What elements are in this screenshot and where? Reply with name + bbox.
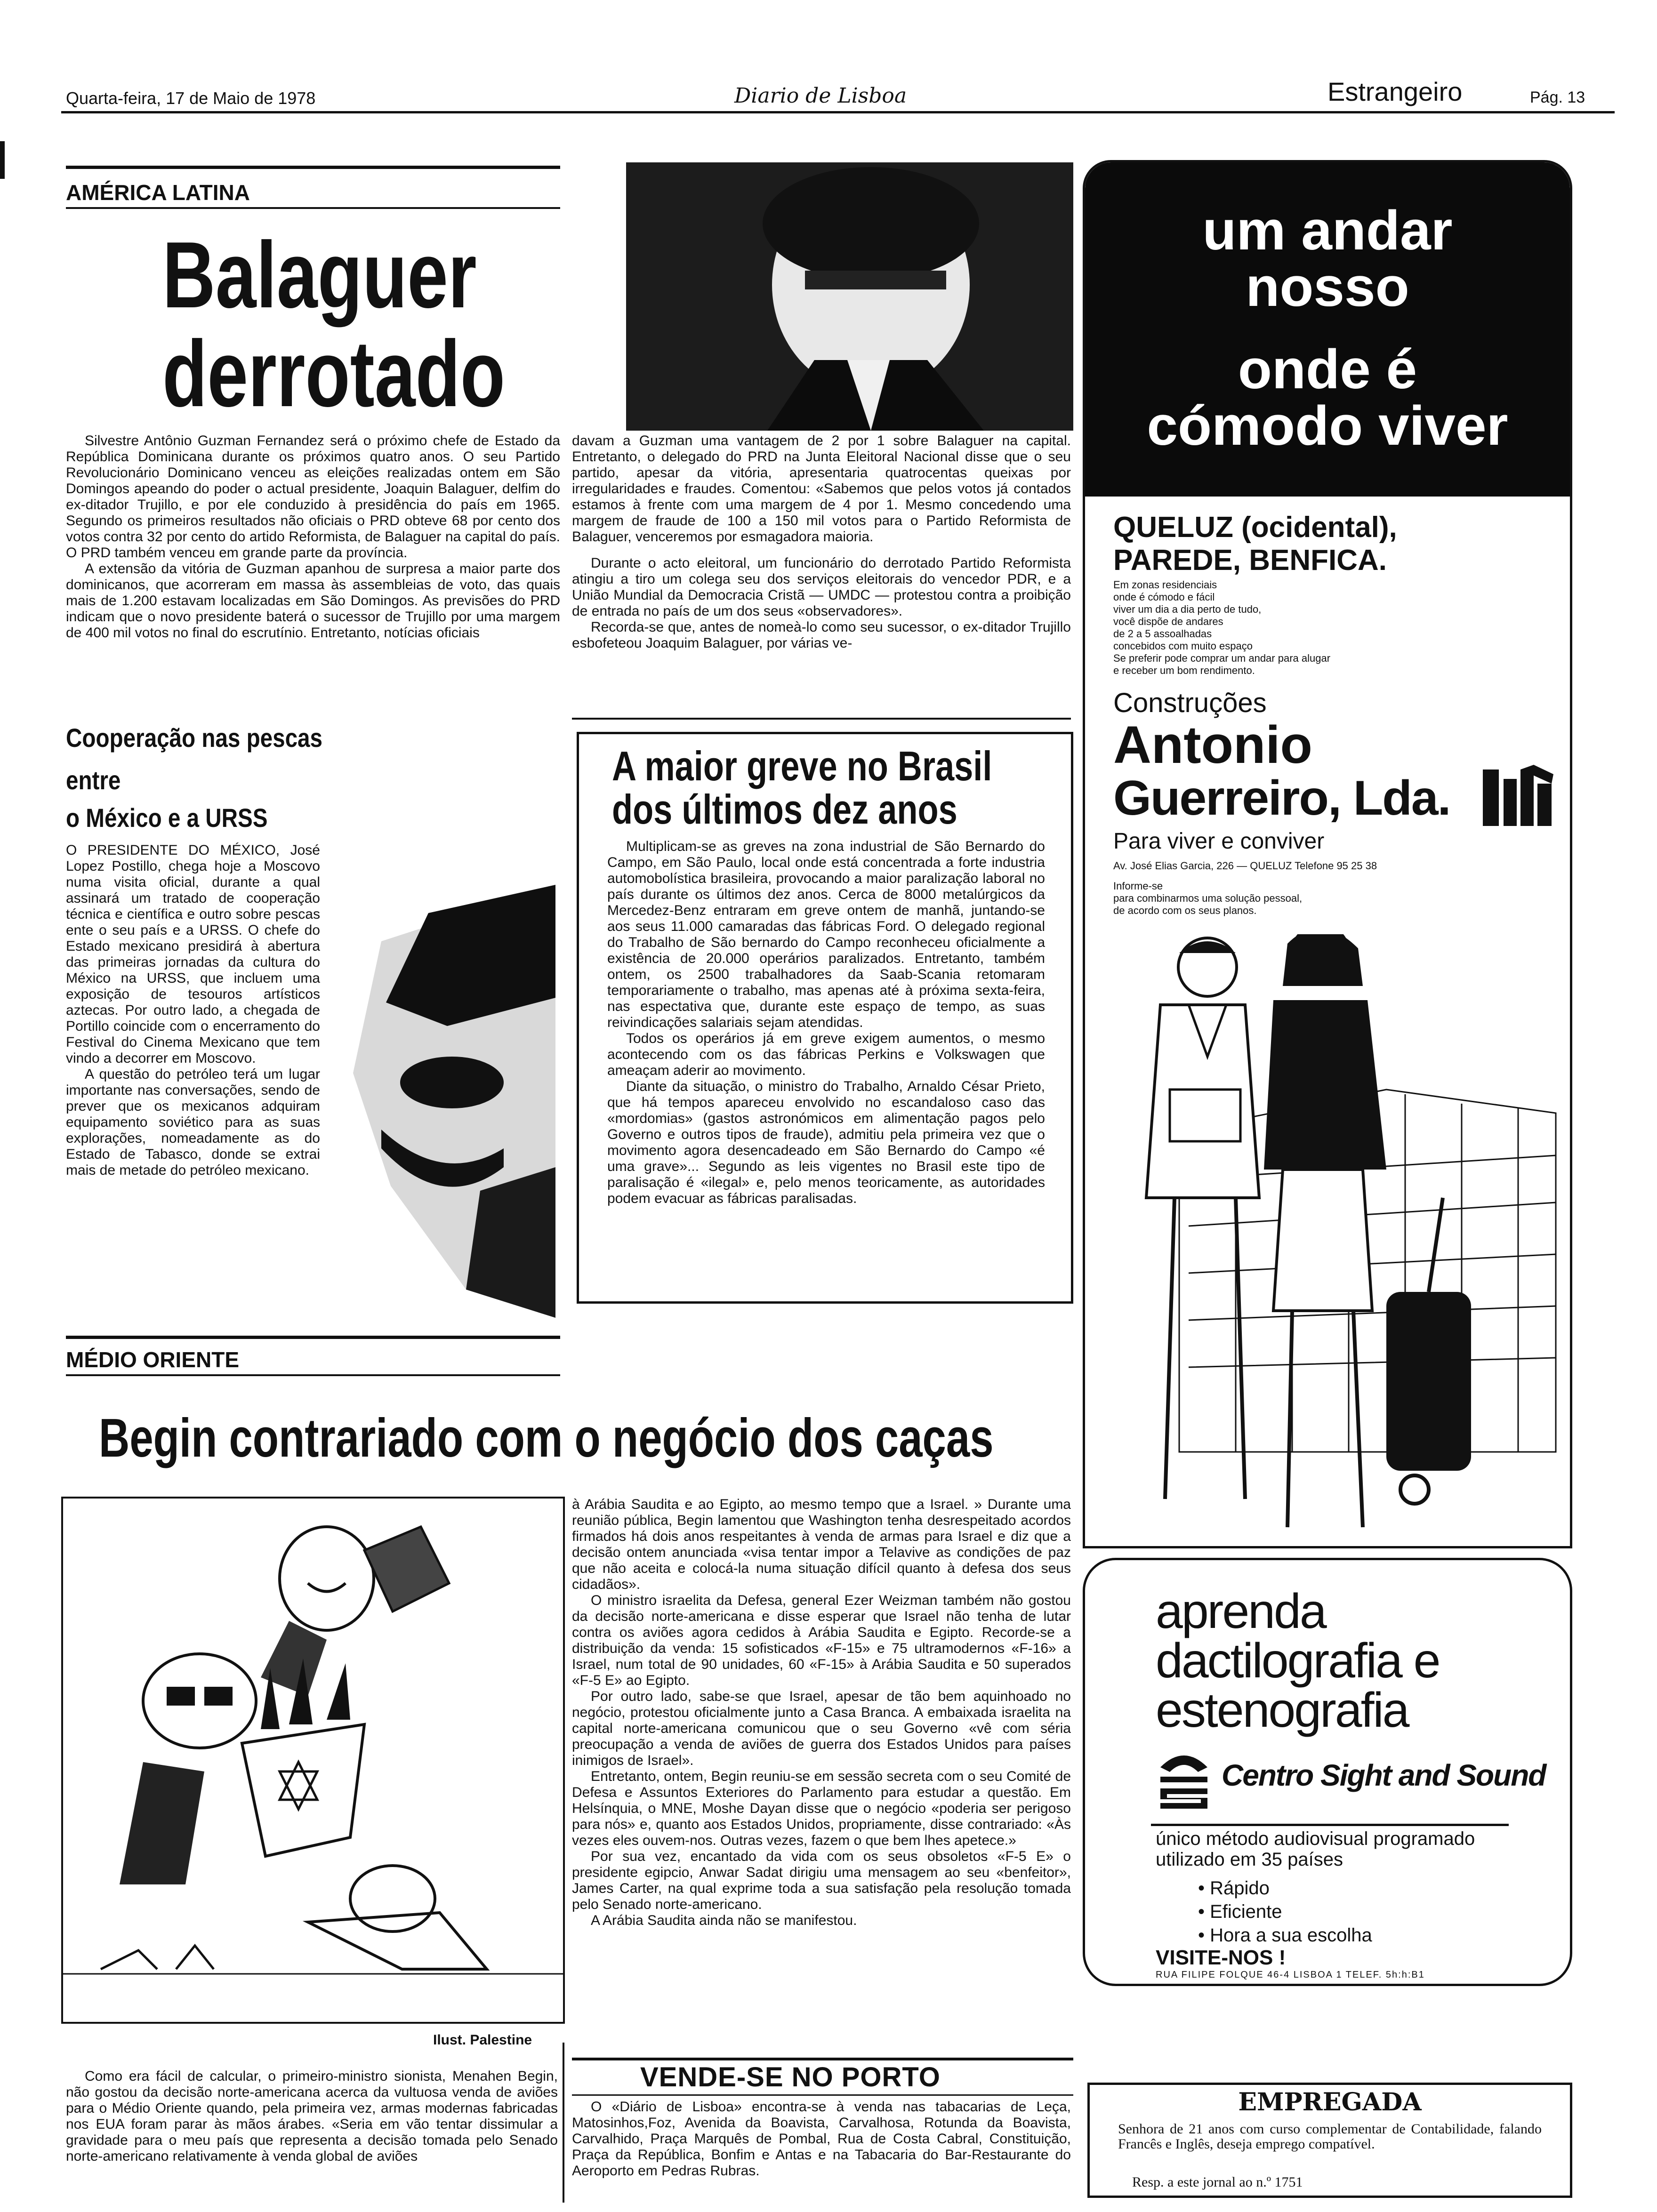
- brasil-paragraph: Todos os operários já em greve exigem aumentos, o mesmo acontecendo com os das fábricas Perkins e Volkswagen que ameaçam aderir ao movimento.: [607, 1031, 1045, 1078]
- headline-brasil-1: A maior greve no Brasil: [612, 743, 992, 789]
- brasil-box: [577, 732, 1073, 1304]
- ad-typing-headline-1: aprenda: [1156, 1584, 1326, 1639]
- ad-housing-slogan-2: nosso: [1246, 256, 1409, 318]
- america-body-left: [66, 433, 560, 641]
- medio-body-right: [572, 1497, 1071, 1929]
- ad-typing-brand: Centro Sight and Sound: [1222, 1758, 1546, 1792]
- porto-rule-top: [572, 2058, 1073, 2060]
- centro-logo-icon: [1156, 1748, 1212, 1810]
- cartoon-caption: Ilust. Palestine: [433, 2032, 532, 2048]
- mexico-paragraph: A questão do petróleo terá um lugar importante nas conversações, sendo de prever que os mexicanos adquiram equipamento soviético para as suas explorações, nomeadamente as do Estado de Tabasco, donde se extrai mais de metade do petróleo mexicano.: [66, 1066, 320, 1178]
- ad-typing-method-1: único método audiovisual programado: [1156, 1828, 1475, 1849]
- medio-paragraph: A Arábia Saudita ainda não se manifestou.: [591, 1913, 857, 1928]
- america-bottom-rule: [572, 718, 1071, 720]
- column-divider: [563, 2043, 564, 2203]
- america-body-right: [572, 433, 1071, 651]
- ad-typing-method-2: utilizado em 35 países: [1156, 1849, 1343, 1870]
- ad-housing-feature: viver um dia a dia perto de tudo,: [1113, 603, 1262, 615]
- medio-paragraph: Por outro lado, sabe-se que Israel, apesar de tão bem aquinhoado no negócio, protestou oficialmente junto a Casa Branca. A embaixada israelita na capital norte-americana comunicou que o seu Governo «vê com séria preocupação a venda de aviões de guerra dos Estados Unidos para países inimigos de Israel».: [572, 1689, 1071, 1768]
- ad-housing-illustration: [1085, 934, 1570, 1546]
- header-rule: [61, 111, 1615, 113]
- ad-housing-feature: Se preferir pode comprar um andar para alugar: [1113, 652, 1331, 664]
- porto-rule-bottom: [572, 2094, 1073, 2096]
- brasil-paragraph: Diante da situação, o ministro do Trabalho, Arnaldo César Prieto, que há tempos apareceu envolvido no escandaloso caso das «mordomias» (gastos astronómicos em alimentação pagos pelo Governo e outros tipos de fraude), admitiu pela primeira vez que o movimento agora desencadeado em São Bernardo do Campo «é uma grave»... Segundo as leis vigentes no Brasil este tipo de paralisação é «ilegal» e, pelo menos teoricamente, as autoridades podem evacuar as fábricas paralisadas.: [607, 1079, 1045, 1206]
- ad-housing-inform-line: de acordo com os seus planos.: [1113, 905, 1257, 916]
- ad-housing-location-1: QUELUZ (ocidental),: [1113, 511, 1397, 544]
- headline-brasil-2: dos últimos dez anos: [612, 786, 957, 833]
- ad-housing-logo-icon: [1483, 765, 1553, 826]
- ad-classified-body: Senhora de 21 anos com curso complementar de Contabilidade, falando Francês e Inglês, deseja emprego compatível.: [1118, 2121, 1542, 2152]
- ad-housing-feature: de 2 a 5 assoalhadas: [1113, 628, 1212, 640]
- ad-housing-inform-line: para combinarmos uma solução pessoal,: [1113, 892, 1303, 904]
- ad-classified-headline: EMPREGADA: [1238, 2088, 1422, 2116]
- cartoon-image: [63, 1499, 563, 2022]
- ad-housing-features: [1113, 579, 1330, 677]
- ad-typing-address: RUA FILIPE FOLQUE 46-4 LISBOA 1 TELEF. 5h:h:B1: [1156, 1970, 1425, 1980]
- medio-paragraph: O ministro israelita da Defesa, general Ezer Weizman também não gostou da decisão norte-americana e disse esperar que Israel não tenha de lutar contra os aviões agora cedidos à Arábia Saudita e Egipto. Recorde-se a distribuição da venda: 15 sofisticados «F-15» e 75 ultramodernos «F-16» a Israel, num total de 90 unidades, 60 «F-15» à Arábia Saudita e 50 superados «F-5 E» ao Egipto.: [572, 1593, 1071, 1688]
- header-date: Quarta-feira, 17 de Maio de 1978: [66, 88, 316, 108]
- ad-classified-reply: Resp. a este jornal ao n.º 1751: [1132, 2174, 1303, 2190]
- america-paragraph: A extensão da vitória de Guzman apanhou de surpresa a maior parte dos dominicanos, que acorreram em massa às assembleias de voto, das quais mais de 1.200 estavam localizadas em São Domingos. As previsões do PRD indicam que o novo presidente baterá o sucessor de Trujillo por uma margem de 400 mil votos no final do escrutínio. Entretanto, notícias oficiais: [66, 561, 560, 641]
- ad-housing-address: Av. José Elias Garcia, 226 — QUELUZ Telefone 95 25 38: [1113, 860, 1377, 872]
- ad-housing-feature: concebidos com muito espaço: [1113, 640, 1253, 652]
- medio-paragraph: à Arábia Saudita e ao Egipto, ao mesmo tempo que a Israel. » Durante uma reunião pública, Begin lamentou que Washington tenha desrespeitado acordos firmados há dois anos respeitantes à venda de armas para Israel e diz que a decisão ontem anunciada «visa tentar impor a Telavive as condições de paz que não aceita e colocá-la numa situação difícil quanto à defesa dos seus cidadãos».: [572, 1497, 1071, 1592]
- ad-typing-headline-2: dactilografia e: [1156, 1634, 1440, 1688]
- ad-housing-inform-line: Informe-se: [1113, 880, 1163, 892]
- medio-paragraph: Por sua vez, encantado da vida com os seus obsoletos «F-5 E» o presidente egipcio, Anwar Sadat dirigiu uma mensagem ao seu «benfeitor», James Carter, na qual exprime toda a sua satisfação pela resolução tomada pelo Senado norte-americano.: [572, 1849, 1071, 1912]
- ad-housing-inform: [1113, 880, 1302, 917]
- ad-housing-company-1: Antonio: [1113, 715, 1312, 774]
- kicker-medio-rule-bottom: [66, 1374, 560, 1376]
- ad-typing-bullet: • Rápido: [1198, 1878, 1270, 1899]
- america-paragraph: Recorda-se que, antes de nomeà-lo como seu sucessor, o ex-ditador Trujillo esbofeteou Joaquim Balaguer, por várias ve-: [572, 619, 1071, 651]
- page-header: [0, 0, 1657, 113]
- ad-typing-visit: VISITE-NOS !: [1156, 1946, 1286, 1969]
- section-title: Estrangeiro: [1327, 77, 1463, 106]
- ad-housing-feature: Em zonas residenciais: [1113, 579, 1217, 591]
- kicker-rule-bottom: [66, 207, 560, 209]
- headline-balaguer-1: Balaguer: [162, 223, 477, 328]
- photo-portillo: [325, 885, 555, 1318]
- ad-housing-feature: e receber um bom rendimento.: [1113, 665, 1255, 676]
- kicker-america: AMÉRICA LATINA: [66, 180, 250, 205]
- ad-housing: [1083, 160, 1572, 1548]
- kicker-medio: MÉDIO ORIENTE: [66, 1347, 240, 1372]
- photo-portillo-image: [325, 885, 555, 1318]
- porto-body: O «Diário de Lisboa» encontra-se à venda nas tabacarias de Leça, Matosinhos,Foz, Avenida da Boavista, Carvalhosa, Rotunda da Boavista, Carvalhido, Praça Marquês de Pombal, Rua de Costa Cabral, Constituição, Praça da República, Bonfim e Antas e na Tabacaria do Bar-Restaurante do Aeroporto em Pedras Rubras.: [572, 2099, 1071, 2179]
- ad-housing-tagline: Para viver e conviver: [1113, 829, 1325, 854]
- ad-housing-slogan-3: onde é: [1238, 338, 1417, 401]
- ad-typing-bullets: [1198, 1876, 1372, 1947]
- medio-paragraph: Como era fácil de calcular, o primeiro-ministro sionista, Menahen Begin, não gostou da decisão norte-americana acerca da vultuosa venda de aviões para o Médio Oriente quando, pela primeira vez, armas modernas fabricadas nos EUA foram parar às mãos árabes. «Seria em vão tentar dissimular a gravidade para o meu país que representa a decisão tomada pelo Senado norte-americano relativamente à venda global de aviões: [66, 2068, 558, 2164]
- medio-body-left: [66, 2068, 558, 2164]
- ad-housing-slogan-1: um andar: [1202, 200, 1453, 262]
- porto-headline: VENDE-SE NO PORTO: [640, 2062, 941, 2092]
- photo-guzman-image: [626, 162, 1073, 431]
- mexico-body: [66, 842, 320, 1178]
- ad-typing: [1083, 1558, 1572, 1986]
- ad-housing-location-2: PAREDE, BENFICA.: [1113, 544, 1387, 577]
- headline-balaguer-2: derrotado: [162, 321, 506, 426]
- mexico-paragraph: O PRESIDENTE DO MÉXICO, José Lopez Postillo, chega hoje a Moscovo numa visita oficial, durante a qual assinará um tratado de cooperação técnica e científica e outro sobre pescas ente o seu país e a URSS. O chefe do Estado mexicano presidirá à abertura das primeiras jornadas da cultura do México na URSS, que incluem uma exposição de tesouros artísticos aztecas. Por outro lado, a chegada de Portillo coincide com o encerramento do Festival do Cinema Mexicano que tem vindo a decorrer em Moscovo.: [66, 842, 320, 1066]
- ad-housing-feature: você dispõe de andares: [1113, 616, 1223, 627]
- building-logo-icon: [1483, 765, 1553, 826]
- page-number: Pág. 13: [1530, 88, 1585, 106]
- masthead: Diario de Lisboa: [734, 84, 907, 108]
- margin-mark: [0, 141, 5, 179]
- ad-classified: [1087, 2083, 1572, 2198]
- ad-typing-bullet: • Hora a sua escolha: [1198, 1925, 1372, 1946]
- ad-housing-company-2: Guerreiro, Lda.: [1113, 771, 1450, 825]
- headline-begin: Begin contrariado com o negócio dos caças: [99, 1407, 994, 1468]
- ad-typing-headline-3: estenografia: [1156, 1683, 1408, 1738]
- america-paragraph: davam a Guzman uma vantagem de 2 por 1 sobre Balaguer na capital. Entretanto, o delegado do PRD na Junta Eleitoral Nacional disse que o seu partido, apesar da vitória, apresentaria quatrocentas queixas por irregularidades e fraudes. Comentou: «Sabemos que pelos votos já contados estamos à frente com uma margem de 4 por 1. Mesmo concedendo uma margem de fraude de 100 a 150 mil votos para o Partido Reformista de Balaguer, venceremos por esmagadora maioria.: [572, 433, 1071, 545]
- cartoon-frame: [61, 1497, 565, 2024]
- headline-mexico-1: Cooperação nas pescas: [66, 723, 323, 753]
- ad-housing-slogan-4: cómodo viver: [1147, 395, 1508, 457]
- headline-mexico-2: entre: [66, 765, 121, 795]
- america-paragraph: Silvestre Antônio Guzman Fernandez será o próximo chefe de Estado da República Dominicana durante os próximos quatro anos. O seu Partido Revolucionário Dominicano venceu as eleições realizadas ontem em São Domingos apeando do poder o actual presidente, Joaquin Balaguer, delfim do ex-ditador Trujillo, e por ele conduzido à presidência do país em 1965. Segundo os primeiros resultados não oficiais o PRD obteve 68 por cento dos votos contra 32 por cento do artido Reformista, de Balaguer na capital do país. O PRD também venceu em grande parte da província.: [66, 433, 560, 561]
- ad-typing-divider: [1151, 1824, 1509, 1826]
- medio-paragraph: Entretanto, ontem, Begin reuniu-se em sessão secreta com o seu Comité de Defesa e Assuntos Exteriores do Parlamento para estudar a questão. Em Helsínquia, o MNE, Moshe Dayan disse que o negócio «poderia ser perigoso para nós» e, quanto aos Estados Unidos, propriamente, disse contrariado: «Às vezes eles ouvem-nos. Outras vezes, fazem o que bem lhes apetece.»: [572, 1769, 1071, 1848]
- kicker-medio-rule-top: [66, 1336, 560, 1339]
- ad-housing-company-prefix: Construções: [1113, 688, 1267, 718]
- headline-mexico-3: o México e a URSS: [66, 803, 268, 833]
- america-paragraph: Durante o acto eleitoral, um funcionário do derrotado Partido Reformista atingiu a tiro um colega seu dos serviços eleitorais do vencedor PDR, e a União Mundial da Democracia Cristã — UMDC — protestou contra a proibição de entrada no país de um dos seus «observadores».: [572, 555, 1071, 619]
- ad-typing-bullet: • Eficiente: [1198, 1901, 1282, 1922]
- ad-housing-feature: onde é cómodo e fácil: [1113, 591, 1215, 603]
- kicker-rule-top: [66, 166, 560, 169]
- brasil-body: [607, 839, 1045, 1207]
- brasil-paragraph: Multiplicam-se as greves na zona industrial de São Bernardo do Campo, em São Paulo, local onde está concentrada a forte industria automobolística brasileira, provocando a maior paralização laboral no país durante os últimos dez anos. Cerca de 8000 metalúrgicos da Mercedez-Benz entraram em greve ontem de manhã, juntando-se aos seus 11.000 camaradas das fábricas Ford. O delegado regional do Trabalho de São bernardo do Campo reconheceu oficialmente a existência de 20.000 operários paralizados. Entretanto, também ontem, os 2500 trabalhadores da Saab-Scania retomaram temporariamente o trabalho, mas apenas até à próxima sexta-feira, nas espectativa que, durante este espaço de tempo, as suas reivindicações salariais sejam atendidas.: [607, 839, 1045, 1030]
- photo-guzman: [626, 162, 1073, 431]
